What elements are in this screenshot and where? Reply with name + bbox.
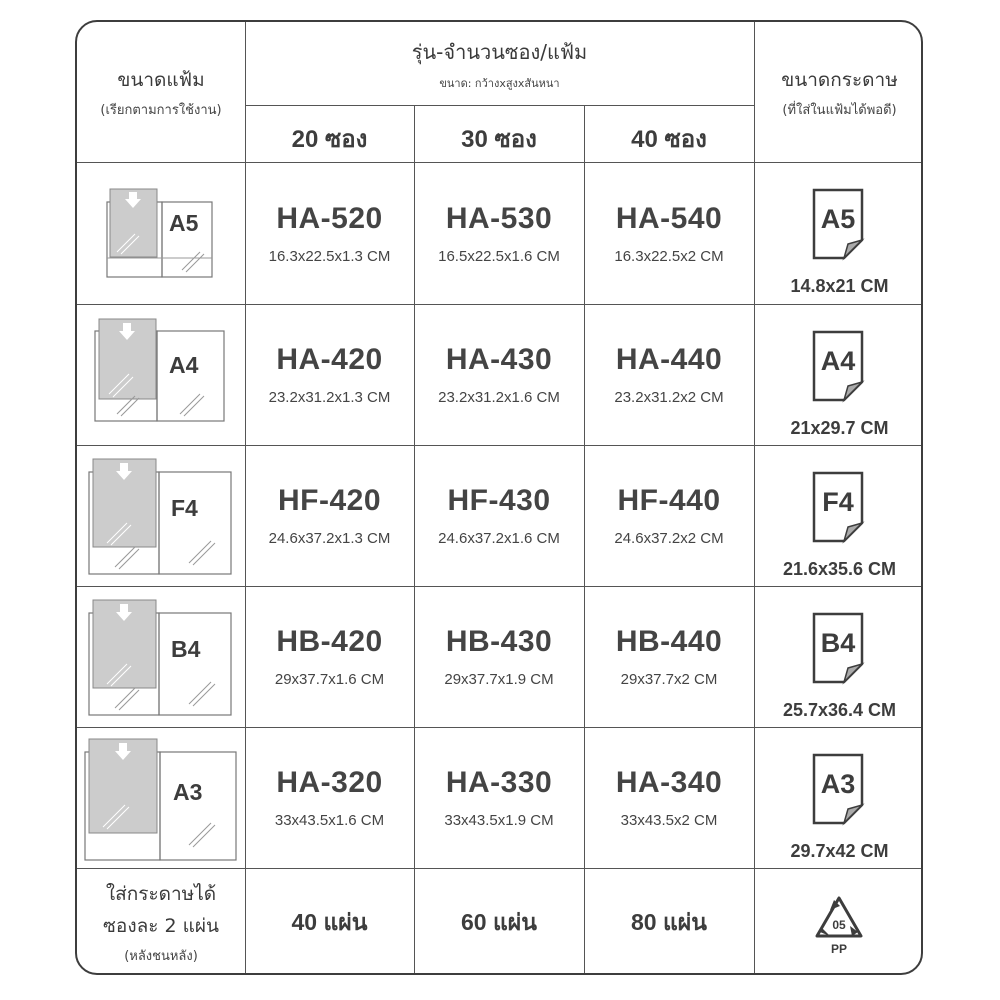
recycle-cell — [754, 868, 923, 975]
capacity-line2: ซองละ 2 แผ่น — [103, 915, 219, 937]
folder-f4-icon — [77, 445, 245, 586]
row-a4-size — [77, 304, 245, 445]
model-cell — [414, 586, 584, 727]
header-size — [77, 22, 245, 162]
model-code: HF-420 — [277, 484, 382, 517]
model-code: HA-520 — [276, 201, 383, 235]
size-title: ขนาดแฟ้ม — [117, 68, 205, 91]
model-cell — [245, 727, 414, 868]
paper-size-label: A3 — [820, 769, 856, 799]
model-dims: 29x37.7x2 CM — [620, 671, 718, 688]
row-f4-size — [77, 445, 245, 586]
folder-a5-icon — [77, 162, 245, 304]
folder-size-label: A4 — [169, 352, 199, 378]
paper-dims: 14.8x21 CM — [790, 276, 889, 296]
model-dims: 33x43.5x1.9 CM — [444, 812, 554, 829]
folder-b4-icon — [77, 586, 245, 727]
sheets-count: 80 แผ่น — [631, 908, 707, 935]
paper-size-label: A4 — [820, 346, 856, 376]
header-paper — [754, 22, 923, 162]
pocket-count-label: 20 ซอง — [291, 126, 368, 153]
model-code: HA-340 — [615, 766, 723, 799]
model-cell — [414, 727, 584, 868]
model-dims: 23.2x31.2x2 CM — [614, 389, 724, 406]
sheets-count: 60 แผ่น — [461, 908, 537, 935]
recycle-material: PP — [830, 942, 848, 956]
model-cell — [584, 727, 754, 868]
model-code: HA-320 — [276, 766, 383, 799]
row-b4-size — [77, 586, 245, 727]
model-dims: 33x43.5x2 CM — [620, 812, 718, 829]
pocket-count-40 — [584, 105, 754, 162]
paper-cell — [754, 727, 923, 868]
sheets-count: 40 แผ่น — [291, 908, 368, 935]
recycle-pp-icon — [754, 868, 923, 975]
spec-table — [75, 20, 923, 975]
model-dims: 23.2x31.2x1.6 CM — [438, 389, 560, 406]
paper-title: ขนาดกระดาษ — [781, 68, 898, 91]
paper-subtitle: (ที่ใส่ในแฟ้มได้พอดี) — [782, 102, 897, 118]
model-code: HA-540 — [615, 201, 723, 235]
sheets-cell — [245, 868, 414, 975]
paper-cell — [754, 162, 923, 304]
paper-dims: 21.6x35.6 CM — [782, 559, 897, 579]
paper-size-label: B4 — [820, 628, 856, 658]
paper-dims: 25.7x36.4 CM — [782, 700, 897, 720]
model-cell — [584, 586, 754, 727]
model-cell — [414, 304, 584, 445]
model-code: HB-430 — [445, 625, 553, 658]
sheets-cell — [414, 868, 584, 975]
size-subtitle: (เรียกตามการใช้งาน) — [100, 102, 222, 118]
capacity-line1: ใส่กระดาษได้ — [105, 883, 217, 905]
pocket-count-30 — [414, 105, 584, 162]
folder-size-label: F4 — [171, 495, 198, 521]
pocket-count-label: 30 ซอง — [461, 126, 537, 153]
paper-dims: 29.7x42 CM — [790, 841, 889, 861]
model-cell — [414, 162, 584, 304]
row-a5-size — [77, 162, 245, 304]
model-cell — [245, 162, 414, 304]
model-dims: 24.6x37.2x2 CM — [614, 530, 724, 547]
model-code: HF-440 — [617, 484, 721, 517]
paper-cell — [754, 586, 923, 727]
model-cell — [584, 445, 754, 586]
model-dims: 16.5x22.5x1.6 CM — [438, 247, 560, 265]
recycle-code: 05 — [832, 918, 846, 932]
model-dims: 16.3x22.5x1.3 CM — [268, 247, 391, 265]
model-dims: 23.2x31.2x1.3 CM — [268, 389, 391, 406]
paper-size-label: A5 — [820, 204, 856, 234]
model-cell — [245, 445, 414, 586]
header-models — [245, 22, 754, 105]
paper-cell — [754, 304, 923, 445]
model-dims: 29x37.7x1.9 CM — [444, 671, 554, 688]
model-cell — [245, 304, 414, 445]
sheets-cell — [584, 868, 754, 975]
row-a3-size — [77, 727, 245, 868]
model-code: HA-330 — [445, 766, 553, 799]
folder-a4-icon — [77, 304, 245, 445]
folder-size-label: B4 — [171, 636, 201, 662]
model-code: HA-420 — [276, 343, 383, 376]
model-code: HA-440 — [615, 343, 723, 376]
folder-a3-icon — [77, 727, 245, 868]
folder-size-label: A5 — [169, 210, 199, 236]
model-cell — [584, 304, 754, 445]
model-dims: 33x43.5x1.6 CM — [274, 812, 385, 829]
model-code: HB-420 — [276, 625, 383, 658]
paper-dims: 21x29.7 CM — [790, 418, 889, 438]
pocket-count-20 — [245, 105, 414, 162]
pocket-count-label: 40 ซอง — [631, 126, 707, 153]
model-code: HA-430 — [445, 343, 553, 376]
model-cell — [245, 586, 414, 727]
model-code: HA-530 — [445, 201, 553, 235]
model-dims: 24.6x37.2x1.3 CM — [268, 530, 391, 547]
models-subtitle: ขนาด: กว้างxสูงxสันหนา — [439, 76, 560, 90]
model-dims: 16.3x22.5x2 CM — [614, 247, 724, 265]
paper-size-label: F4 — [822, 487, 854, 517]
footer-capacity-label — [77, 868, 245, 975]
folder-size-label: A3 — [173, 779, 203, 805]
model-code: HB-440 — [615, 625, 723, 658]
model-dims: 24.6x37.2x1.6 CM — [438, 530, 560, 547]
paper-cell — [754, 445, 923, 586]
model-cell — [584, 162, 754, 304]
models-title: รุ่น-จำนวนซอง/แฟ้ม — [411, 39, 588, 64]
model-dims: 29x37.7x1.6 CM — [274, 671, 385, 688]
model-code: HF-430 — [447, 484, 551, 517]
capacity-line3: (หลังชนหลัง) — [124, 949, 198, 964]
model-cell — [414, 445, 584, 586]
